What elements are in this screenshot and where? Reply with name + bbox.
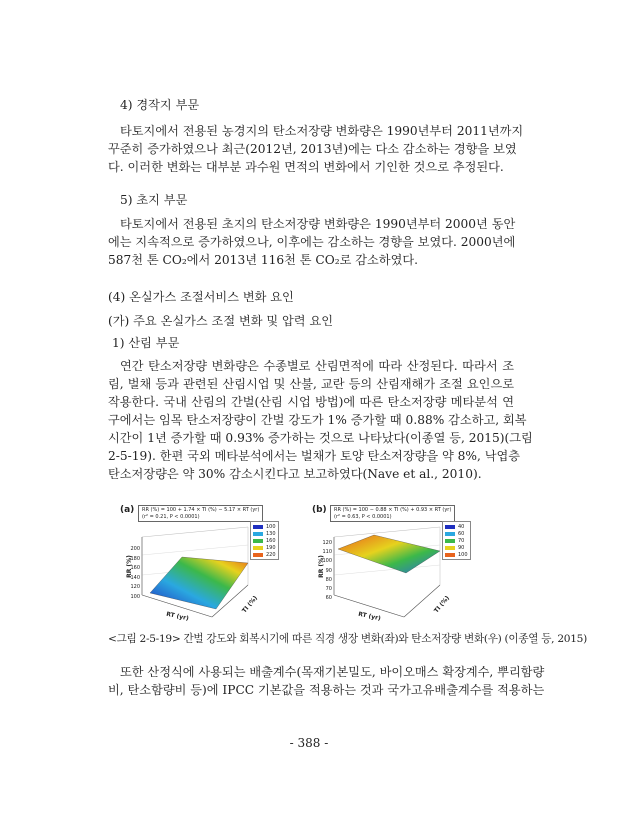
paragraph-line: 꾸준히 증가하였으나 최근(2012년, 2013년)에는 다소 감소하는 경향을 보였 — [108, 142, 517, 156]
paragraph-line: 2-5-19). 한편 국외 메타분석에서는 벌채가 토양 탄소저장량을 약 8%, 낙엽층 — [108, 449, 521, 463]
legend: 100 130 160 190 220 — [250, 521, 279, 560]
subsection-heading-forest: 1) 산림 부문 — [112, 336, 180, 350]
z-axis-label: TI (%) — [432, 594, 452, 615]
panel-label: (b) — [312, 505, 327, 515]
y-axis-label: RR (%) — [125, 555, 133, 578]
paragraph-line: 에는 지속적으로 증가하였으나, 이후에는 감소하는 경향을 보였다. 2000년에 — [108, 235, 516, 249]
z-axis-label: TI (%) — [240, 594, 260, 615]
paragraph-line: 타토지에서 전용된 초지의 탄소저장량 변화량은 1990년부터 2000년 동안 — [120, 217, 516, 231]
response-surface — [338, 535, 440, 573]
figure-caption: <그림 2-5-19> 간벌 강도와 회복시기에 따른 직경 생장 변화(좌)와 탄소저장량 변화(우) (이종열 등, 2015) — [108, 633, 587, 645]
paragraph-line: 림, 벌채 등과 관련된 산림시업 및 산불, 교란 등의 산림재해가 조절 요인으로 — [108, 377, 514, 391]
page-number: - 388 - — [289, 736, 329, 750]
section-heading-cropland: 4) 경작지 부문 — [120, 98, 200, 112]
y-tick-labels: 200 180 160 140 120 100 — [130, 546, 140, 600]
paragraph-line: 탄소저장량은 약 30% 감소시킨다고 보고하였다(Nave et al., 2010). — [108, 467, 482, 481]
paragraph-line: 587천 톤 CO₂에서 2013년 116천 톤 CO₂로 감소하였다. — [108, 253, 418, 267]
paragraph-line: 타토지에서 전용된 농경지의 탄소저장량 변화량은 1990년부터 2011년까지 — [120, 124, 524, 138]
figure-panel-b — [312, 505, 488, 623]
section-heading-grassland: 5) 초지 부문 — [120, 193, 188, 207]
paragraph-line: 작용한다. 국내 산림의 간벌(산림 시업 방법)에 따른 탄소저장량 메타분석 연 — [108, 395, 514, 409]
paragraph-line: 또한 산정식에 사용되는 배출계수(목재기본밀도, 바이오매스 확장계수, 뿌리함량 — [120, 665, 545, 679]
y-tick-labels: 120 110 100 90 80 70 60 — [322, 540, 332, 602]
paragraph-line: 구에서는 임목 탄소저장량이 간벌 강도가 1% 증가할 때 0.88% 감소하고, 회복 — [108, 413, 527, 427]
response-surface — [150, 557, 248, 609]
regression-equation-box: RR (%) = 100 + 1.74 × TI (%) − 5.17 × RT (yr) (r² = 0.21, P < 0.0001) — [138, 505, 263, 522]
paragraph-line: 시간이 1년 증가할 때 0.93% 증가하는 것으로 나타났다(이종열 등, 2015)(그림 — [108, 431, 533, 445]
section-heading-factors: (4) 온실가스 조절서비스 변화 요인 — [108, 290, 294, 304]
paragraph-line: 다. 이러한 변화는 대부분 과수원 면적의 변화에서 기인한 것으로 추정된다. — [108, 160, 504, 174]
paragraph-line: 연간 탄소저장량 변화량은 수종별로 산림면적에 따라 산정된다. 따라서 조 — [120, 359, 514, 373]
figure-panel-a — [120, 505, 296, 623]
x-axis-label: RT (yr) — [357, 610, 382, 623]
legend: 40 60 70 90 100 — [442, 521, 471, 560]
panel-label: (a) — [120, 505, 135, 515]
paragraph-line: 비, 탄소함량비 등)에 IPCC 기본값을 적용하는 것과 국가고유배출계수를 적용하는 — [108, 683, 545, 697]
y-axis-label: RR (%) — [317, 555, 325, 578]
subsection-heading: (가) 주요 온실가스 조절 변화 및 압력 요인 — [108, 314, 333, 328]
regression-equation-box: RR (%) = 100 − 0.88 × TI (%) + 0.93 × RT (yr) (r² = 0.63, P < 0.0001) — [330, 505, 455, 522]
x-axis-label: RT (yr) — [165, 610, 190, 623]
